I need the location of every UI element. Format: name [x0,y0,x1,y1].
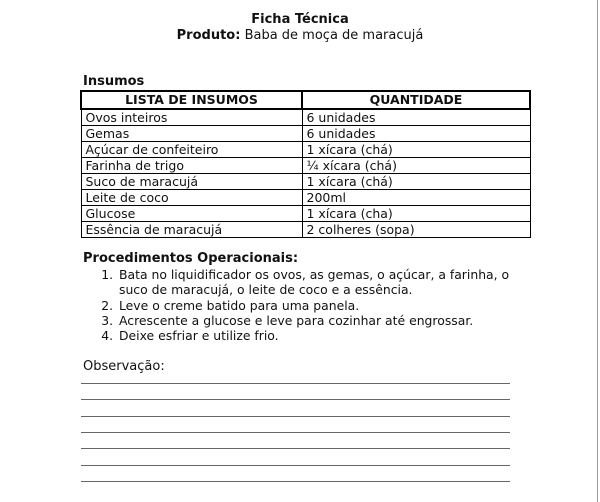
quantity-cell: 200ml [302,190,530,206]
document-header [0,0,600,43]
procedure-step: 4. Deixe esfriar e utilize frio. [117,328,535,343]
table-header-row [81,91,530,109]
quantity-cell: 1 xícara (chá) [302,142,530,158]
procedure-step: 1. Bata no liquidificador os ovos, as gemas, o açúcar, a farinha, o suco de maracujá, o leite de coco e a essência. [117,267,535,298]
insumos-table-head [81,91,530,109]
column-header-quantity: QUANTIDADE [302,91,530,109]
note-ruled-line [81,417,510,433]
procedure-step: 3. Acrescente a glucose e leve para cozinhar até engrossar. [117,313,535,328]
column-header-item: LISTA DE INSUMOS [81,91,302,109]
item-cell: Ovos inteiros [81,109,302,126]
quantity-cell: ¼ xícara (chá) [302,158,530,174]
quantity-cell: 6 unidades [302,126,530,142]
table-row [81,222,530,238]
note-ruled-line [81,384,510,400]
table-row [81,109,530,126]
insumos-table [80,90,531,238]
item-cell: Açúcar de confeiteiro [81,142,302,158]
observacao-label: Observação: [83,359,165,375]
note-ruled-line [81,449,510,465]
note-ruled-line [81,466,510,482]
table-row [81,206,530,222]
item-cell: Glucose [81,206,302,222]
quantity-cell: 1 xícara (chá) [302,174,530,190]
quantity-cell: 1 xícara (cha) [302,206,530,222]
table-row [81,126,530,142]
note-ruled-line [81,400,510,416]
observacao-lines [81,367,510,482]
product-value: Baba de moça de maracujá [244,28,424,43]
note-ruled-line [81,433,510,449]
document-body [80,74,532,482]
table-row [81,190,530,206]
quantity-cell: 6 unidades [302,109,530,126]
item-cell: Leite de coco [81,190,302,206]
insumos-heading: Insumos [83,74,145,89]
insumos-table-body [81,109,530,238]
product-label: Produto: [176,28,241,43]
item-cell: Suco de maracujá [81,174,302,190]
document-title: Ficha Técnica [251,12,349,27]
item-cell: Farinha de trigo [81,158,302,174]
table-row [81,174,530,190]
table-row [81,158,530,174]
item-cell: Gemas [81,126,302,142]
page-edge-line [597,0,598,502]
procedures-list [83,267,535,343]
item-cell: Essência de maracujá [81,222,302,238]
procedure-step: 2. Leve o creme batido para uma panela. [117,298,535,313]
table-row [81,142,530,158]
product-line [0,28,600,43]
quantity-cell: 2 colheres (sopa) [302,222,530,238]
procedures-heading: Procedimentos Operacionais: [83,251,299,266]
